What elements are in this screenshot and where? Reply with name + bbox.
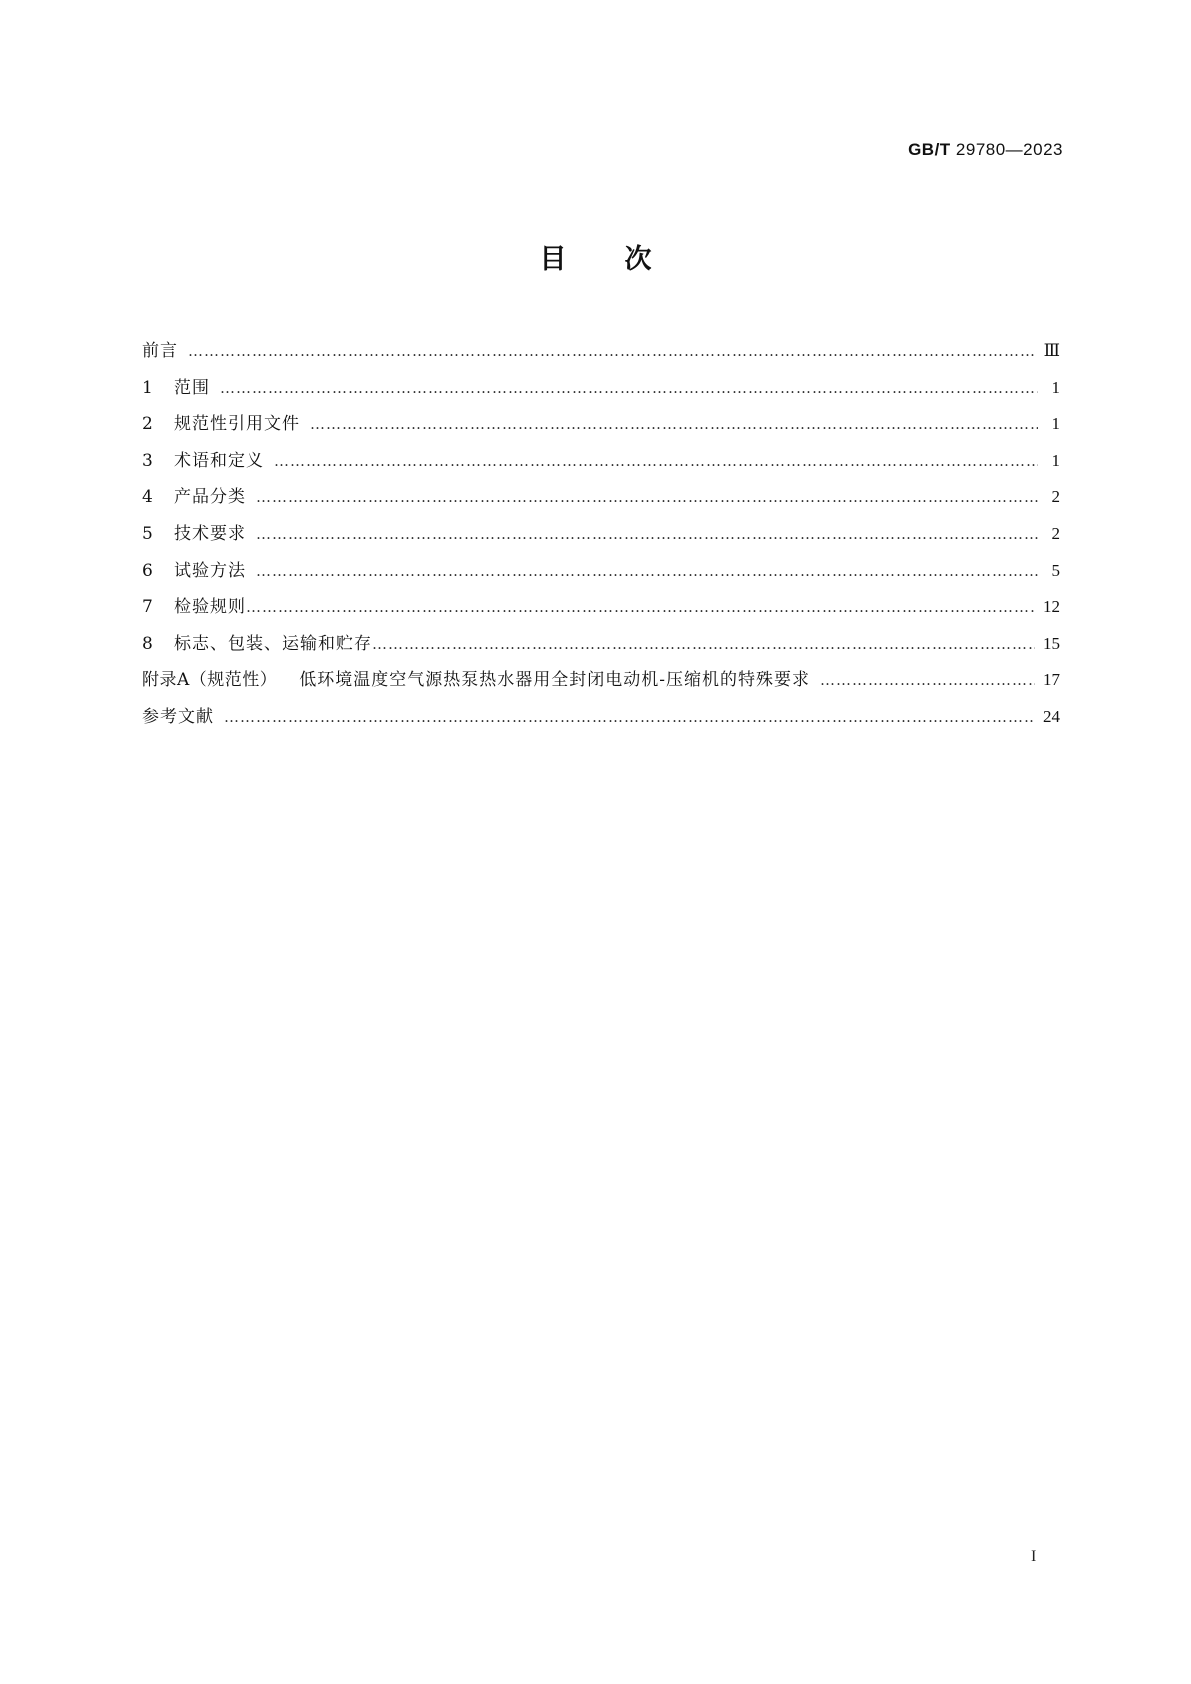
toc-entry-page: 1 — [1051, 414, 1060, 434]
toc-entry-number: 2 — [142, 414, 153, 435]
toc-entry-page: 2 — [1051, 487, 1060, 507]
toc-entry-page: 17 — [1043, 670, 1060, 690]
toc-entry-chapter-5[interactable] — [142, 523, 1060, 560]
toc-entry-page: 24 — [1043, 706, 1060, 726]
toc-dot-leader — [820, 669, 1035, 691]
toc-entry-references[interactable] — [142, 706, 1060, 743]
toc-entry-chapter-6[interactable] — [142, 560, 1060, 597]
toc-entry-number: 4 — [142, 487, 153, 508]
standard-code-prefix: GB/T — [908, 140, 951, 159]
toc-dot-leader — [220, 377, 1038, 399]
toc-dot-leader — [274, 450, 1038, 472]
toc-entry-title: 术语和定义 — [174, 450, 264, 471]
toc-dot-leader — [246, 596, 1035, 618]
toc-entry-page: 1 — [1051, 450, 1060, 470]
toc-entry-chapter-4[interactable] — [142, 486, 1060, 523]
toc-entry-chapter-2[interactable] — [142, 413, 1060, 450]
toc-entry-number: 6 — [142, 560, 153, 581]
toc-dot-leader — [372, 633, 1035, 655]
page-title: 目次 — [539, 244, 710, 275]
toc-entry-title: 标志、包装、运输和贮存 — [174, 633, 372, 654]
toc-entry-chapter-8[interactable] — [142, 633, 1060, 670]
toc-dot-leader — [256, 560, 1038, 582]
toc-entry-page: 12 — [1043, 597, 1060, 617]
toc-entry-number: 7 — [142, 597, 153, 618]
toc-dot-leader — [256, 523, 1038, 545]
toc-entry-title: 产品分类 — [174, 487, 246, 508]
toc-entry-number: 1 — [142, 377, 153, 398]
toc-entry-chapter-1[interactable] — [142, 377, 1060, 414]
toc-entry-number: 8 — [142, 633, 153, 654]
toc-entry-title: 范围 — [174, 377, 210, 398]
toc-dot-leader — [188, 340, 1036, 362]
toc-dot-leader — [310, 413, 1038, 435]
toc-entry-appendix-prefix: 附录A（规范性） — [142, 670, 278, 691]
toc-entry-title: 检验规则 — [174, 597, 246, 618]
page-number: I — [1031, 1548, 1037, 1565]
toc-entry-title: 参考文献 — [142, 706, 214, 727]
toc-entry-title: 低环境温度空气源热泵热水器用全封闭电动机-压缩机的特殊要求 — [299, 670, 811, 691]
toc-entry-number: 5 — [142, 523, 153, 544]
toc-entry-number: 3 — [142, 450, 153, 471]
toc-entry-title: 技术要求 — [174, 523, 246, 544]
toc-dot-leader — [224, 706, 1035, 728]
toc-entry-preface[interactable] — [142, 340, 1060, 377]
toc-entry-page: 15 — [1043, 633, 1060, 653]
standard-code — [908, 140, 1063, 160]
toc-entry-title: 规范性引用文件 — [174, 414, 300, 435]
toc-entry-page: 5 — [1051, 560, 1060, 580]
toc-entry-chapter-3[interactable] — [142, 450, 1060, 487]
toc-entry-page: Ⅲ — [1043, 341, 1060, 360]
toc-entry-title: 前言 — [142, 341, 178, 361]
toc-entry-appendix-a[interactable] — [142, 669, 1060, 706]
toc-entry-chapter-7[interactable] — [142, 596, 1060, 633]
toc-entry-title: 试验方法 — [174, 560, 246, 581]
toc-entry-page: 1 — [1051, 377, 1060, 397]
toc-dot-leader — [256, 486, 1038, 508]
standard-code-number: 29780—2023 — [955, 140, 1063, 159]
table-of-contents — [142, 340, 1060, 743]
toc-entry-page: 2 — [1051, 523, 1060, 543]
